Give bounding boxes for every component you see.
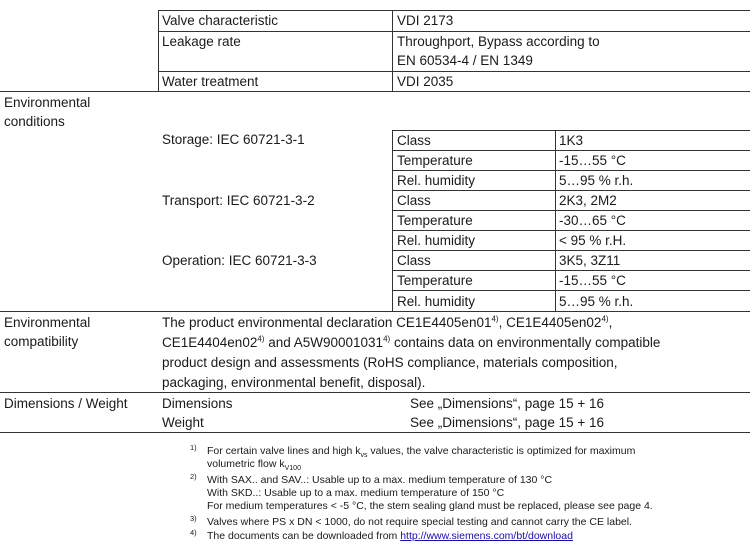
compatibility-sup-a: 4) <box>491 314 499 324</box>
compatibility-text-f: contains data on environmentally compatible <box>390 335 661 350</box>
compatibility-line3: product design and assessments (RoHS compliance, materials composition, <box>162 355 618 370</box>
compatibility-line2 <box>162 333 660 352</box>
operation-temperature-label: Temperature <box>397 273 473 288</box>
operation-class-value: 3K5, 3Z11 <box>559 253 621 268</box>
storage-temperature-label: Temperature <box>397 153 473 168</box>
storage-class-label: Class <box>397 133 431 148</box>
divider-col-value <box>392 10 393 91</box>
operation-humidity-value: 5…95 % r.h. <box>559 294 634 309</box>
environmental-compatibility-label-line2: compatibility <box>4 334 79 349</box>
footnote-2-number: 2) <box>190 472 197 481</box>
environmental-conditions-label-line2: conditions <box>4 114 65 129</box>
compatibility-text-d: CE1E4404en02 <box>162 335 258 350</box>
transport-humidity-label: Rel. humidity <box>397 233 476 248</box>
storage-humidity-label: Rel. humidity <box>397 173 476 188</box>
storage-standard: Storage: IEC 60721-3-1 <box>162 132 305 147</box>
footnote-1-number: 1) <box>190 443 197 452</box>
leakage-rate-label: Leakage rate <box>162 34 241 49</box>
rule-after-water-treatment <box>0 91 750 92</box>
transport-class-label: Class <box>397 193 431 208</box>
footnote-4-text: The documents can be downloaded from <box>207 530 401 542</box>
operation-humidity-label: Rel. humidity <box>397 294 476 309</box>
footnote-1-text-b: values, the valve characteristic is optimized for maximum <box>367 445 636 457</box>
footnote-2-line2: With SKD..: Usable up to a max. medium temperature of 150 °C <box>207 487 505 499</box>
compatibility-text-e: and A5W90001031 <box>264 335 384 350</box>
rule-after-conditions <box>0 311 750 312</box>
compatibility-sup-d: 4) <box>257 334 265 344</box>
transport-standard: Transport: IEC 60721-3-2 <box>162 193 315 208</box>
footnote-3-text: Valves where PS x DN < 1000, do not require special testing and cannot carry the CE label. <box>207 516 632 528</box>
leakage-rate-value-line2: EN 60534-4 / EN 1349 <box>397 53 533 68</box>
footnote-4-number: 4) <box>190 528 197 537</box>
compatibility-text-b: , CE1E4405en02 <box>498 315 602 330</box>
water-treatment-value: VDI 2035 <box>397 74 454 89</box>
compatibility-sup-e: 4) <box>383 334 391 344</box>
dimensions-label: Dimensions <box>162 396 233 411</box>
rule-after-compatibility <box>0 392 750 393</box>
operation-class-label: Class <box>397 253 431 268</box>
transport-temperature-label: Temperature <box>397 213 473 228</box>
operation-standard: Operation: IEC 60721-3-3 <box>162 253 317 268</box>
footnote-1-line1 <box>207 445 635 458</box>
compatibility-line1 <box>162 313 612 332</box>
download-link[interactable]: http://www.siemens.com/bt/download <box>400 530 573 542</box>
footnote-1-sub-a: vs <box>360 452 368 460</box>
footnote-1-line2 <box>207 458 301 471</box>
dimensions-weight-label: Dimensions / Weight <box>4 396 128 411</box>
leakage-rate-value-line1: Throughport, Bypass according to <box>397 34 600 49</box>
footnote-1-text-a: For certain valve lines and high k <box>207 445 361 457</box>
divider-col-label <box>158 10 159 91</box>
transport-humidity-value: < 95 % r.H. <box>559 233 627 248</box>
storage-humidity-value: 5…95 % r.h. <box>559 173 634 188</box>
compatibility-sup-b: 4) <box>601 314 609 324</box>
operation-temperature-value: -15…55 °C <box>559 273 626 288</box>
environmental-conditions-label-line1: Environmental <box>4 95 91 110</box>
rule-after-dimensions <box>0 432 750 433</box>
divider-cond-left <box>392 130 393 311</box>
footnote-1-sub-c: V100 <box>284 465 301 473</box>
transport-class-value: 2K3, 2M2 <box>559 193 617 208</box>
footnote-1-text-c: volumetric flow k <box>207 458 285 470</box>
compatibility-text-c: , <box>608 315 613 330</box>
water-treatment-label: Water treatment <box>162 74 259 89</box>
footnote-4-line <box>207 530 573 543</box>
transport-temperature-value: -30…65 °C <box>559 213 626 228</box>
valve-characteristic-value: VDI 2173 <box>397 13 454 28</box>
rule-cond-8 <box>392 290 750 291</box>
divider-cond-right <box>555 130 556 311</box>
footnote-3-number: 3) <box>190 514 197 523</box>
storage-temperature-value: -15…55 °C <box>559 153 626 168</box>
valve-characteristic-label: Valve characteristic <box>162 13 279 28</box>
weight-label: Weight <box>162 415 204 430</box>
footnote-2-line3: For medium temperatures < -5 °C, the stem sealing gland must be replaced, please see page 4. <box>207 500 653 512</box>
weight-value: See „Dimensions“, page 15 + 16 <box>410 415 604 430</box>
compatibility-text-a: The product environmental declaration CE1E4405en01 <box>162 315 492 330</box>
dimensions-value: See „Dimensions“, page 15 + 16 <box>410 396 604 411</box>
storage-class-value: 1K3 <box>559 133 584 148</box>
footnote-2-line1: With SAX.. and SAV..: Usable up to a max. medium temperature of 130 °C <box>207 474 553 486</box>
environmental-compatibility-label-line1: Environmental <box>4 315 91 330</box>
compatibility-line4: packaging, environmental benefit, disposal). <box>162 375 426 390</box>
